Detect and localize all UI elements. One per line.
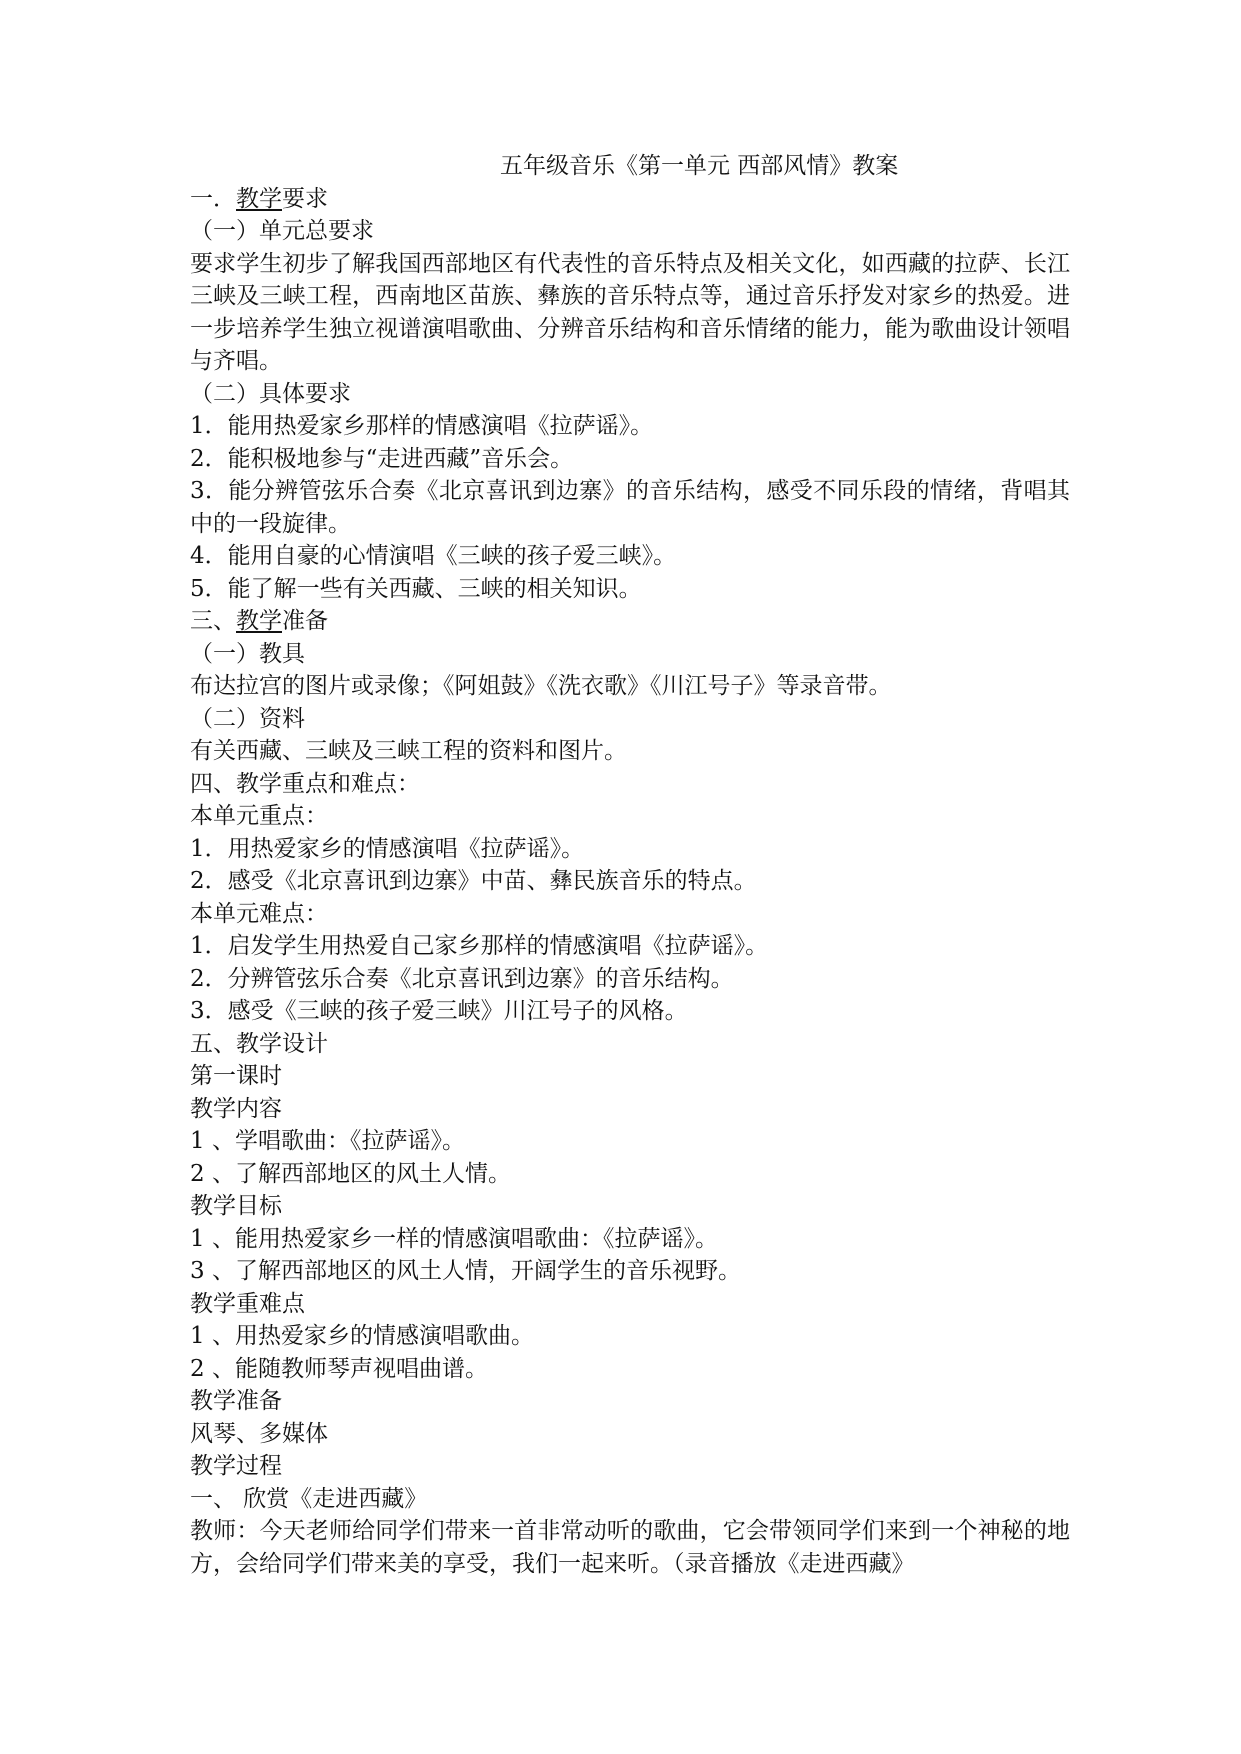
requirement-item: 1．能用热爱家乡那样的情感演唱《拉萨谣》。 xyxy=(190,413,654,439)
section-5-heading: 五、教学设计 xyxy=(190,1030,328,1057)
section-4-heading: 四、教学重点和难点： xyxy=(190,770,420,797)
section-3-heading xyxy=(190,605,1070,638)
teaching-process-label: 教学过程 xyxy=(190,1453,282,1479)
teaching-content-item: 1 、学唱歌曲：《拉萨谣》。 xyxy=(190,1128,465,1154)
teaching-content-label: 教学内容 xyxy=(190,1095,282,1122)
teacher-speech-paragraph: 教师：今天老师给同学们带来一首非常动听的歌曲，它会带领同学们来到一个神秘的地方，会给同学们带来美的享受，我们一起来听。（录音播放《走进西藏》 xyxy=(190,1518,1070,1577)
section-3-underlined-word: 教学 xyxy=(236,608,282,634)
subsection-tools-heading: （一）教具 xyxy=(190,640,305,667)
teaching-focus-item: 1 、用热爱家乡的情感演唱歌曲。 xyxy=(190,1323,534,1349)
requirement-item: 5．能了解一些有关西藏、三峡的相关知识。 xyxy=(190,575,642,602)
teaching-prep-text: 风琴、多媒体 xyxy=(190,1420,328,1447)
document-title: 五年级音乐《第一单元 西部风情》教案 xyxy=(500,153,899,179)
difficulty-item: 3．感受《三峡的孩子爱三峡》川江号子的风格。 xyxy=(190,998,688,1024)
materials-text: 有关西藏、三峡及三峡工程的资料和图片。 xyxy=(190,738,627,764)
teaching-goal-item: 3 、了解西部地区的风土人情，开阔学生的音乐视野。 xyxy=(190,1258,741,1284)
lesson-1-heading: 第一课时 xyxy=(190,1063,282,1089)
section-1-underlined-word: 教学 xyxy=(236,185,282,212)
section-1-number: 一． xyxy=(190,185,236,212)
subsection-overall-heading: （一）单元总要求 xyxy=(190,218,374,244)
difficulties-label: 本单元难点： xyxy=(190,900,328,927)
subsection-materials-heading: （二）资料 xyxy=(190,705,305,732)
document-body xyxy=(190,150,1070,1580)
section-3-number: 三、 xyxy=(190,608,236,634)
process-step-1: 一、 欣赏《走进西藏》 xyxy=(190,1485,428,1512)
difficulty-item: 1．启发学生用热爱自己家乡那样的情感演唱《拉萨谣》。 xyxy=(190,933,769,959)
key-point-item: 1．用热爱家乡的情感演唱《拉萨谣》。 xyxy=(190,835,585,862)
requirement-item: 2．能积极地参与“走进西藏”音乐会。 xyxy=(190,445,574,472)
key-point-item: 2．感受《北京喜讯到边寨》中苗、彝民族音乐的特点。 xyxy=(190,868,757,894)
requirement-item: 4．能用自豪的心情演唱《三峡的孩子爱三峡》。 xyxy=(190,543,677,569)
teaching-content-item: 2 、了解西部地区的风土人情。 xyxy=(190,1160,511,1187)
teaching-goals-label: 教学目标 xyxy=(190,1193,282,1219)
difficulty-item: 2．分辨管弦乐合奏《北京喜讯到边寨》的音乐结构。 xyxy=(190,965,734,992)
overall-requirements-paragraph: 要求学生初步了解我国西部地区有代表性的音乐特点及相关文化，如西藏的拉萨、长江三峡及三峡工程，西南地区苗族、彝族的音乐特点等，通过音乐抒发对家乡的热爱。进一步培养学生独立视谱演唱歌曲、分辨音乐结构和音乐情绪的能力，能为歌曲设计领唱与齐唱。 xyxy=(190,250,1070,374)
tools-text: 布达拉宫的图片或录像；《阿姐鼓》《洗衣歌》《川江号子》等录音带。 xyxy=(190,673,892,699)
section-3-suffix: 准备 xyxy=(282,608,328,634)
requirement-item: 3．能分辨管弦乐合奏《北京喜讯到边寨》的音乐结构，感受不同乐段的情绪，背唱其中的一段旋律。 xyxy=(190,478,1070,537)
teaching-focus-label: 教学重难点 xyxy=(190,1290,305,1317)
teaching-prep-label: 教学准备 xyxy=(190,1388,282,1414)
section-1-suffix: 要求 xyxy=(282,185,328,212)
key-points-label: 本单元重点： xyxy=(190,803,328,829)
teaching-goal-item: 1 、能用热爱家乡一样的情感演唱歌曲：《拉萨谣》。 xyxy=(190,1225,718,1252)
teaching-focus-item: 2 、能随教师琴声视唱曲谱。 xyxy=(190,1355,488,1382)
subsection-specific-heading: （二）具体要求 xyxy=(190,380,351,407)
section-1-heading xyxy=(190,183,1070,216)
